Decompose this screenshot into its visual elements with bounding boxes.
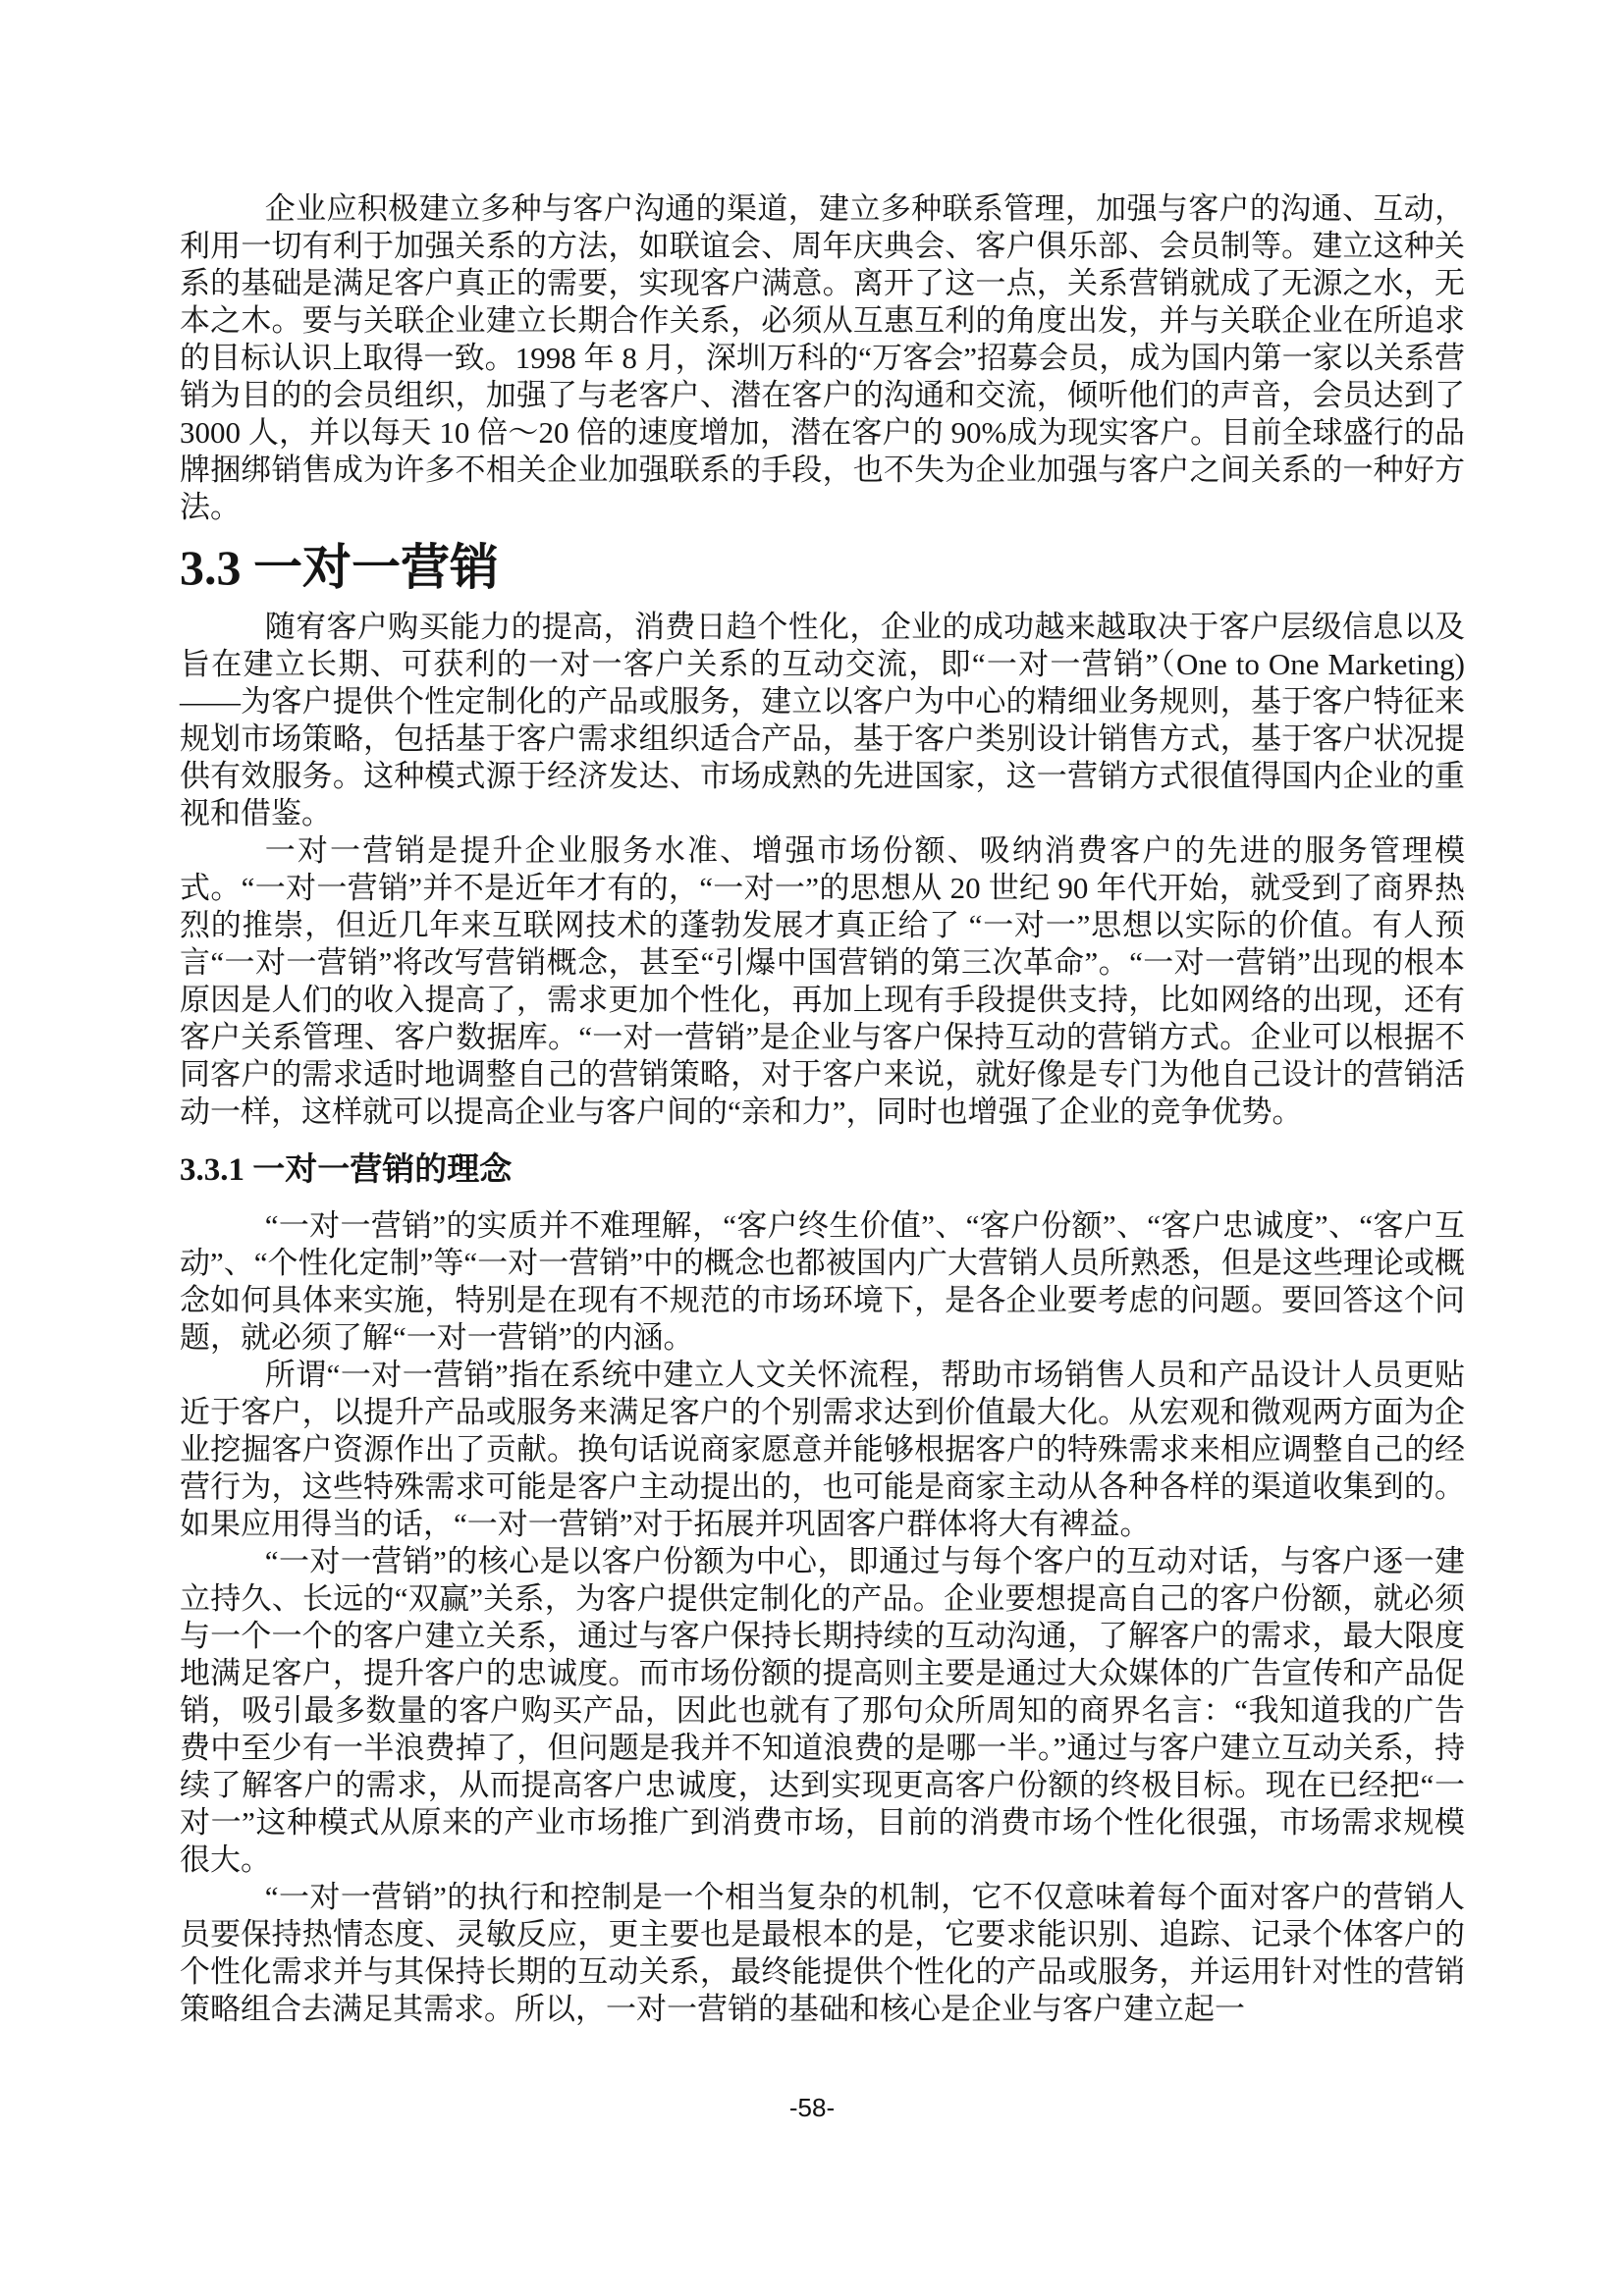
body-paragraph-6: “一对一营销”的核心是以客户份额为中心，即通过与每个客户的互动对话，与客户逐一建立持久、长远的“双赢”关系，为客户提供定制化的产品。企业要想提高自己的客户份额，就必须与一个一个的客户建立关系，通过与客户保持长期持续的互动沟通，了解客户的需求，最大限度地满足客户，提升客户的忠诚度。而市场份额的提高则主要是通过大众媒体的广告宣传和产品促销，吸引最多数量的客户购买产品，因此也就有了那句众所周知的商界名言：“我知道我的广告费中至少有一半浪费掉了，但问题是我并不知道浪费的是哪一半。”通过与客户建立互动关系，持续了解客户的需求，从而提高客户忠诚度，达到实现更高客户份额的终极目标。现在已经把“一对一”这种模式从原来的产业市场推广到消费市场，目前的消费市场个性化很强，市场需求规模很大。: [180, 1544, 1465, 1877]
subsection-heading-3-3-1: 3.3.1 一对一营销的理念: [180, 1152, 513, 1188]
page-number: -58-: [788, 2093, 836, 2122]
body-paragraph-5: 所谓“一对一营销”指在系统中建立人文关怀流程，帮助市场销售人员和产品设计人员更贴近于客户，以提升产品或服务来满足客户的个别需求达到价值最大化。从宏观和微观两方面为企业挖掘客户资源作出了贡献。换句话说商家愿意并能够根据客户的特殊需求来相应调整自己的经营行为，这些特殊需求可能是客户主动提出的，也可能是商家主动从各种各样的渠道收集到的。如果应用得当的话，“一对一营销”对于拓展并巩固客户群体将大有裨益。: [180, 1358, 1465, 1541]
body-paragraph-7: “一对一营销”的执行和控制是一个相当复杂的机制，它不仅意味着每个面对客户的营销人员要保持热情态度、灵敏反应，更主要也是最根本的是，它要求能识别、追踪、记录个体客户的个性化需求并与其保持长期的互动关系，最终能提供个性化的产品或服务，并运用针对性的营销策略组合去满足其需求。所以，一对一营销的基础和核心是企业与客户建立起一: [180, 1880, 1465, 2026]
section-heading-3-3: 3.3 一对一营销: [180, 540, 499, 595]
page-body-text: [180, 190, 1465, 2028]
body-paragraph-3: 一对一营销是提升企业服务水准、增强市场份额、吸纳消费客户的先进的服务管理模式。“一对一营销”并不是近年才有的，“一对一”的思想从 20 世纪 90 年代开始，就受到了商界热烈的推崇，但近几年来互联网技术的蓬勃发展才真正给了 “一对一”思想以实际的价值。有人预言“一对一营销”将改写营销概念，甚至“引爆中国营销的第三次革命”。“一对一营销”出现的根本原因是人们的收入提高了，需求更加个性化，再加上现有手段提供支持，比如网络的出现，还有客户关系管理、客户数据库。“一对一营销”是企业与客户保持互动的营销方式。企业可以根据不同客户的需求适时地调整自己的营销策略，对于客户来说，就好像是专门为他自己设计的营销活动一样，这样就可以提高企业与客户间的“亲和力”，同时也增强了企业的竞争优势。: [180, 833, 1465, 1129]
body-paragraph-2: 随宥客户购买能力的提高，消费日趋个性化，企业的成功越来越取决于客户层级信息以及旨在建立长期、可获利的一对一客户关系的互动交流，即“一对一营销”（One to One Marketing)——为客户提供个性定制化的产品或服务，建立以客户为中心的精细业务规则，基于客户特征来规划市场策略，包括基于客户需求组织适合产品，基于客户类别设计销售方式，基于客户状况提供有效服务。这种模式源于经济发达、市场成熟的先进国家，这一营销方式很值得国内企业的重视和借鉴。: [180, 610, 1465, 830]
body-paragraph-1: 企业应积极建立多种与客户沟通的渠道，建立多种联系管理，加强与客户的沟通、互动，利用一切有利于加强关系的方法，如联谊会、周年庆典会、客户俱乐部、会员制等。建立这种关系的基础是满足客户真正的需要，实现客户满意。离开了这一点，关系营销就成了无源之水，无本之木。要与关联企业建立长期合作关系，必须从互惠互利的角度出发，并与关联企业在所追求的目标认识上取得一致。1998 年 8 月，深圳万科的“万客会”招募会员，成为国内第一家以关系营销为目的的会员组织，加强了与老客户、潜在客户的沟通和交流，倾听他们的声音，会员达到了 3000 人，并以每天 10 倍～20 倍的速度增加，潜在客户的 90%成为现实客户。目前全球盛行的品牌捆绑销售成为许多不相关企业加强联系的手段，也不失为企业加强与客户之间关系的一种好方法。: [180, 191, 1465, 524]
body-paragraph-4: “一对一营销”的实质并不难理解，“客户终生价值”、“客户份额”、“客户忠诚度”、“客户互动”、“个性化定制”等“一对一营销”中的概念也都被国内广大营销人员所熟悉，但是这些理论或概念如何具体来实施，特别是在现有不规范的市场环境下，是各企业要考虑的问题。要回答这个问题，就必须了解“一对一营销”的内涵。: [180, 1208, 1465, 1355]
